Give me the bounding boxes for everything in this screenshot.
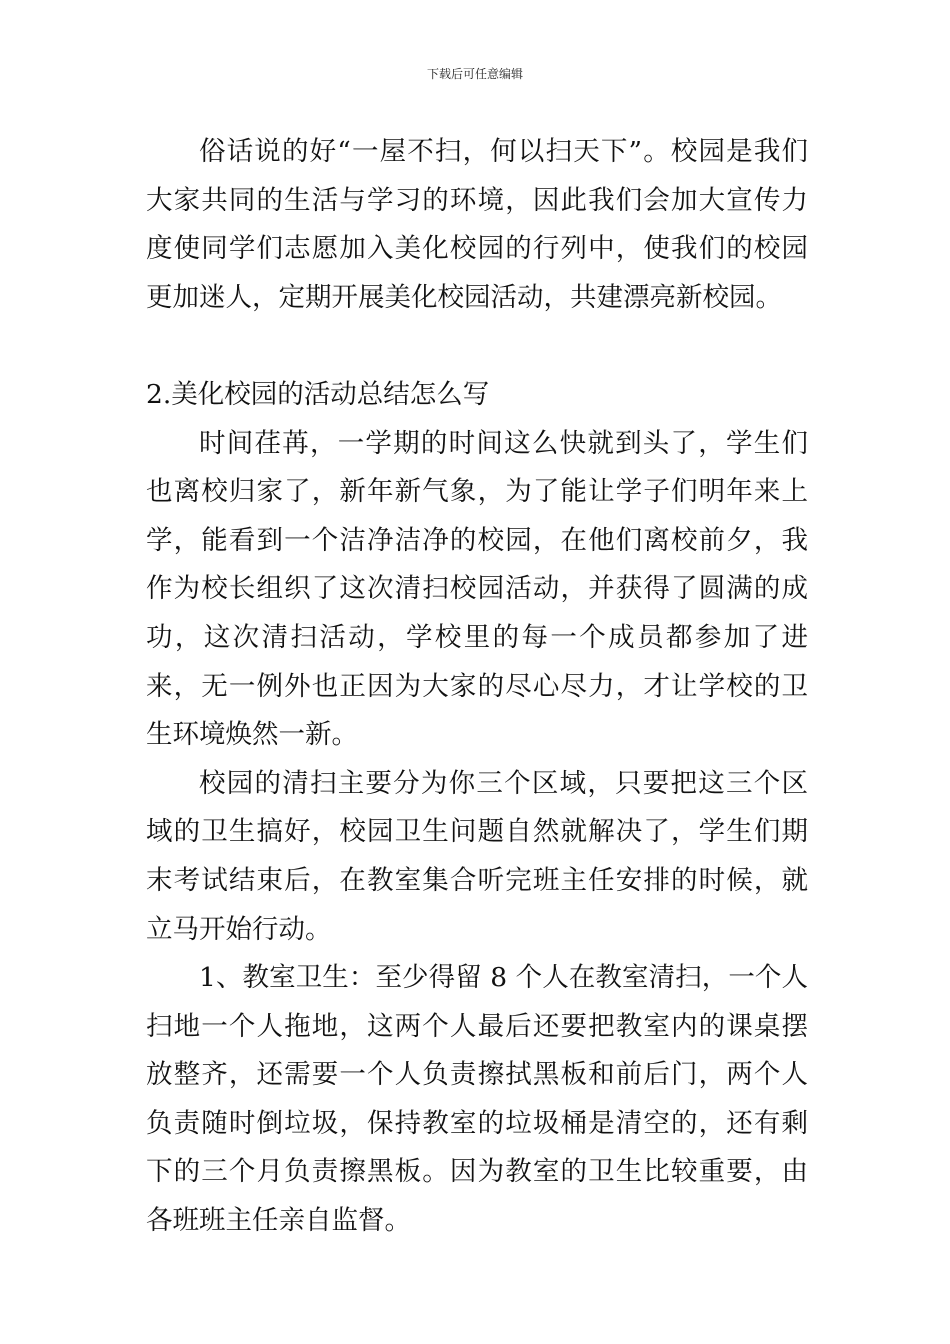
section-heading: 2.美化校园的活动总结怎么写 [146, 378, 490, 410]
document-body [146, 128, 808, 1246]
paragraph-spacer [146, 322, 808, 371]
body-paragraph-2: 校园的清扫主要分为你三个区域，只要把这三个区域的卫生搞好，校园卫生问题自然就解决了，学生们期末考试结束后，在教室集合听完班主任安排的时候，就立马开始行动。 [146, 767, 808, 945]
page-header: 下载后可任意编辑 [426, 67, 523, 81]
body-paragraph-1: 时间荏苒，一学期的时间这么快就到头了，学生们也离校归家了，新年新气象，为了能让学子们明年来上学，能看到一个洁净洁净的校园，在他们离校前夕，我作为校长组织了这次清扫校园活动，并获得了圆满的成功，这次清扫活动，学校里的每一个成员都参加了进来，无一例外也正因为大家的尽心尽力，才让学校的卫生环境焕然一新。 [146, 427, 808, 751]
intro-paragraph: 俗话说的好“一屋不扫，何以扫天下”。校园是我们大家共同的生活与学习的环境，因此我们会加大宣传力度使同学们志愿加入美化校园的行列中，使我们的校园更加迷人，定期开展美化校园活动，共建漂亮新校园。 [146, 136, 808, 313]
body-paragraph-3: 1、教室卫生：至少得留 8 个人在教室清扫，一个人扫地一个人拖地，这两个人最后还要把教室内的课桌摆放整齐，还需要一个人负责擦拭黑板和前后门，两个人负责随时倒垃圾，保持教室的垃圾桶是清空的，还有剩下的三个月负责擦黑板。因为教室的卫生比较重要，由各班班主任亲自监督。 [146, 962, 808, 1237]
